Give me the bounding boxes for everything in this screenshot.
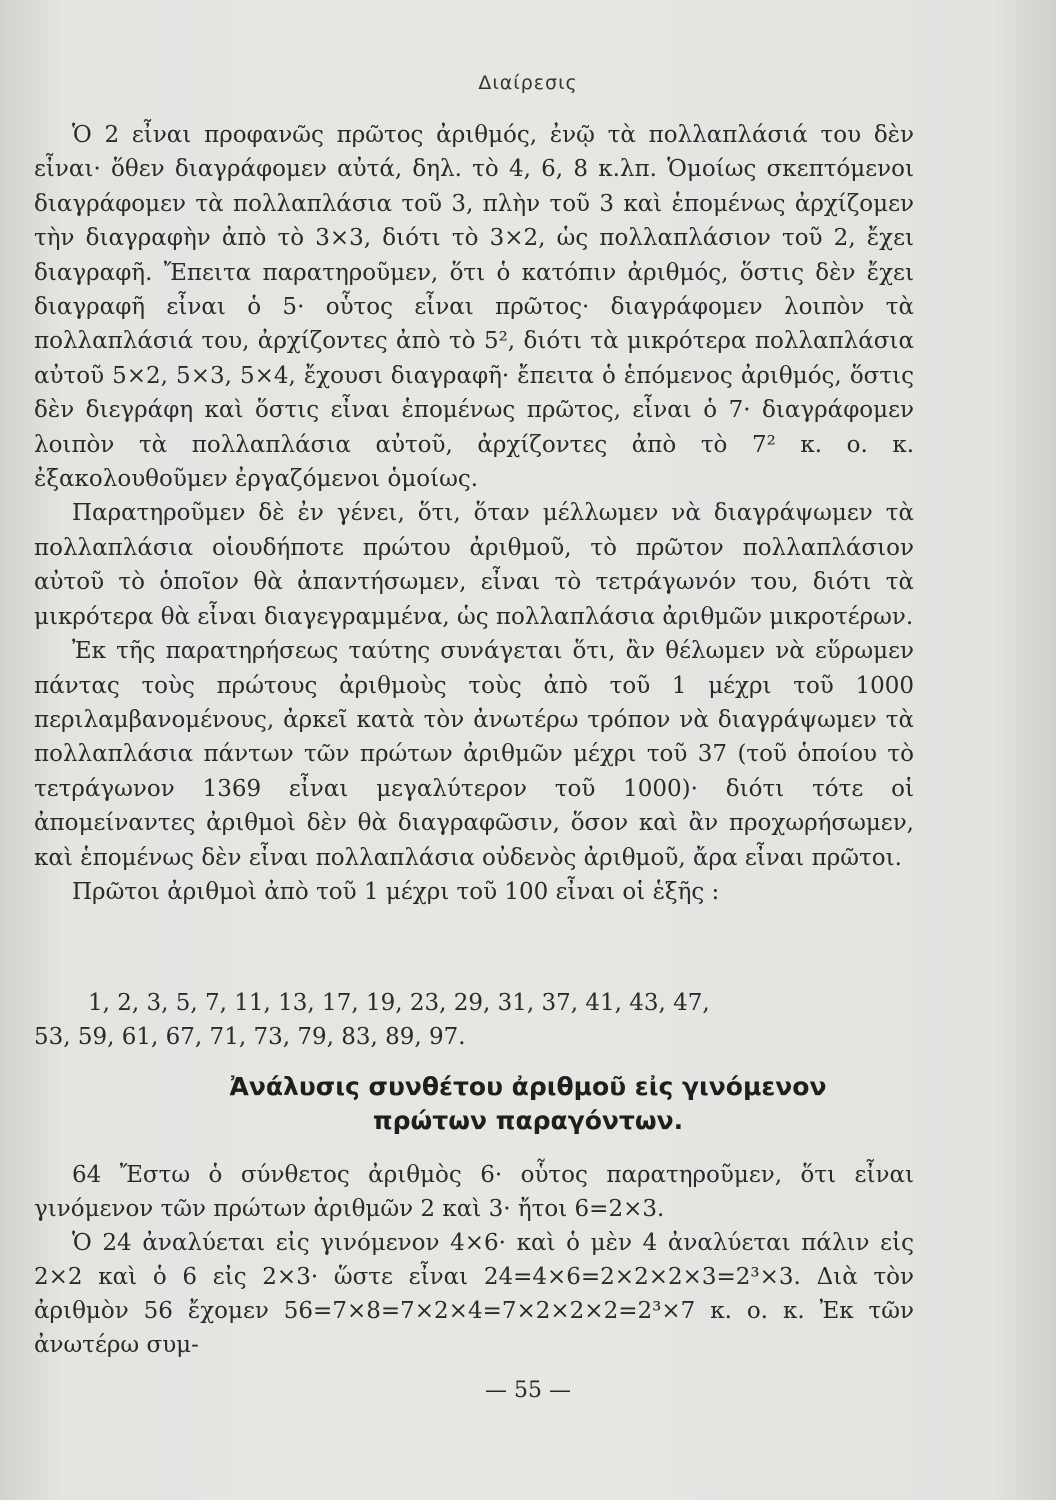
primes-line-2: 53, 59, 61, 67, 71, 73, 79, 83, 89, 97. xyxy=(34,1024,466,1050)
running-head: Διαίρεσις xyxy=(478,72,578,94)
body-text-factorization xyxy=(34,1158,914,1362)
paragraph-factor-6: 64 Ἔστω ὁ σύνθετος ἀριθμὸς 6· οὗτος παρατηροῦμεν, ὅτι εἶναι γινόμενον τῶν πρώτων ἀριθμῶν 2 καὶ 3· ἤτοι 6=2×3. xyxy=(34,1162,914,1222)
paragraph-factor-24-56: Ὁ 24 ἀναλύεται εἰς γινόμενον 4×6· καὶ ὁ μὲν 4 ἀναλύεται πάλιν εἰς 2×2 καὶ ὁ 6 εἰς 2×3· ὥστε εἶναι 24=4×6=2×2×2×3=2³×3. Διὰ τὸν ἀριθμὸν 56 ἔχομεν 56=7×8=7×2×4=7×2×2×2=2³×7 κ. ο. κ. Ἐκ τῶν ἀνωτέρω συμ- xyxy=(34,1230,914,1358)
body-text xyxy=(34,118,914,909)
paragraph-primes-to-1000: Ἐκ τῆς παρατηρήσεως ταύτης συνάγεται ὅτι, ἂν θέλωμεν νὰ εὕρωμεν πάντας τοὺς πρώτους ἀριθμοὺς τοὺς ἀπὸ τοῦ 1 μέχρι τοῦ 1000 περιλαμβανομένους, ἀρκεῖ κατὰ τὸν ἀνωτέρω τρόπον νὰ διαγράψωμεν τὰ πολλαπλάσια πάντων τῶν πρώτων ἀριθμῶν μέχρι τοῦ 37 (τοῦ ὁποίου τὸ τετράγωνον 1369 εἶναι μεγαλύτερον τοῦ 1000)· διότι τότε οἱ ἀπομείναντες ἀριθμοὶ δὲν θὰ διαγραφῶσιν, ὅσον καὶ ἂν προχωρήσωμεν, καὶ ἑπομένως δὲν εἶναι πολλαπλάσια οὐδενὸς ἀριθμοῦ, ἄρα εἶναι πρῶτοι. xyxy=(34,638,914,871)
paragraph-sieve-method: Ὁ 2 εἶναι προφανῶς πρῶτος ἀριθμός, ἐνῷ τὰ πολλαπλάσιά του δὲν εἶναι· ὅθεν διαγράφομεν αὐτά, δηλ. τὸ 4, 6, 8 κ.λπ. Ὁμοίως σκεπτόμενοι διαγράφομεν τὰ πολλαπλάσια τοῦ 3, πλὴν τοῦ 3 καὶ ἑπομένως ἀρχίζομεν τὴν διαγραφὴν ἀπὸ τὸ 3×3, διότι τὸ 3×2, ὡς πολλαπλάσιον τοῦ 2, ἔχει διαγραφῆ. Ἔπειτα παρατηροῦμεν, ὅτι ὁ κατόπιν ἀριθμός, ὅστις δὲν ἔχει διαγραφῆ εἶναι ὁ 5· οὗτος εἶναι πρῶτος· διαγράφομεν λοιπὸν τὰ πολλαπλάσιά του, ἀρχίζοντες ἀπὸ τὸ 5², διότι τὰ μικρότερα πολλαπλάσια αὐτοῦ 5×2, 5×3, 5×4, ἔχουσι διαγραφῆ· ἔπειτα ὁ ἑπόμενος ἀριθμός, ὅστις δὲν διεγράφη καὶ ὅστις εἶναι ἑπομένως πρῶτος, εἶναι ὁ 7· διαγράφομεν λοιπὸν τὰ πολλαπλάσια αὐτοῦ, ἀρχίζοντες ἀπὸ τὸ 7² κ. ο. κ. ἐξακολουθοῦμεν ἐργαζόμενοι ὁμοίως. xyxy=(34,122,914,493)
page-number: — 55 — xyxy=(485,1378,571,1403)
primes-list xyxy=(34,986,914,1054)
paragraph-square-observation: Παρατηροῦμεν δὲ ἐν γένει, ὅτι, ὅταν μέλλωμεν νὰ διαγράψωμεν τὰ πολλαπλάσια οἱουδήποτε πρώτου ἀριθμοῦ, τὸ πρῶτον πολλαπλάσιον αὐτοῦ τὸ ὁποῖον θὰ ἀπαντήσωμεν, εἶναι τὸ τετράγωνόν του, διότι τὰ μικρότερα θὰ εἶναι διαγεγραμμένα, ὡς πολλαπλάσια ἀριθμῶν μικροτέρων. xyxy=(34,500,914,630)
section-heading-line-1: Ἀνάλυσις συνθέτου ἀριθμοῦ εἰς γινόμενον xyxy=(229,1072,827,1101)
paragraph-primes-intro: Πρῶτοι ἀριθμοὶ ἀπὸ τοῦ 1 μέχρι τοῦ 100 εἶναι οἱ ἑξῆς : xyxy=(72,878,720,905)
section-heading-line-2: πρώτων παραγόντων. xyxy=(372,1106,684,1135)
section-heading xyxy=(0,1070,1056,1138)
primes-line-1: 1, 2, 3, 5, 7, 11, 13, 17, 19, 23, 29, 31, 37, 41, 43, 47, xyxy=(88,990,710,1016)
